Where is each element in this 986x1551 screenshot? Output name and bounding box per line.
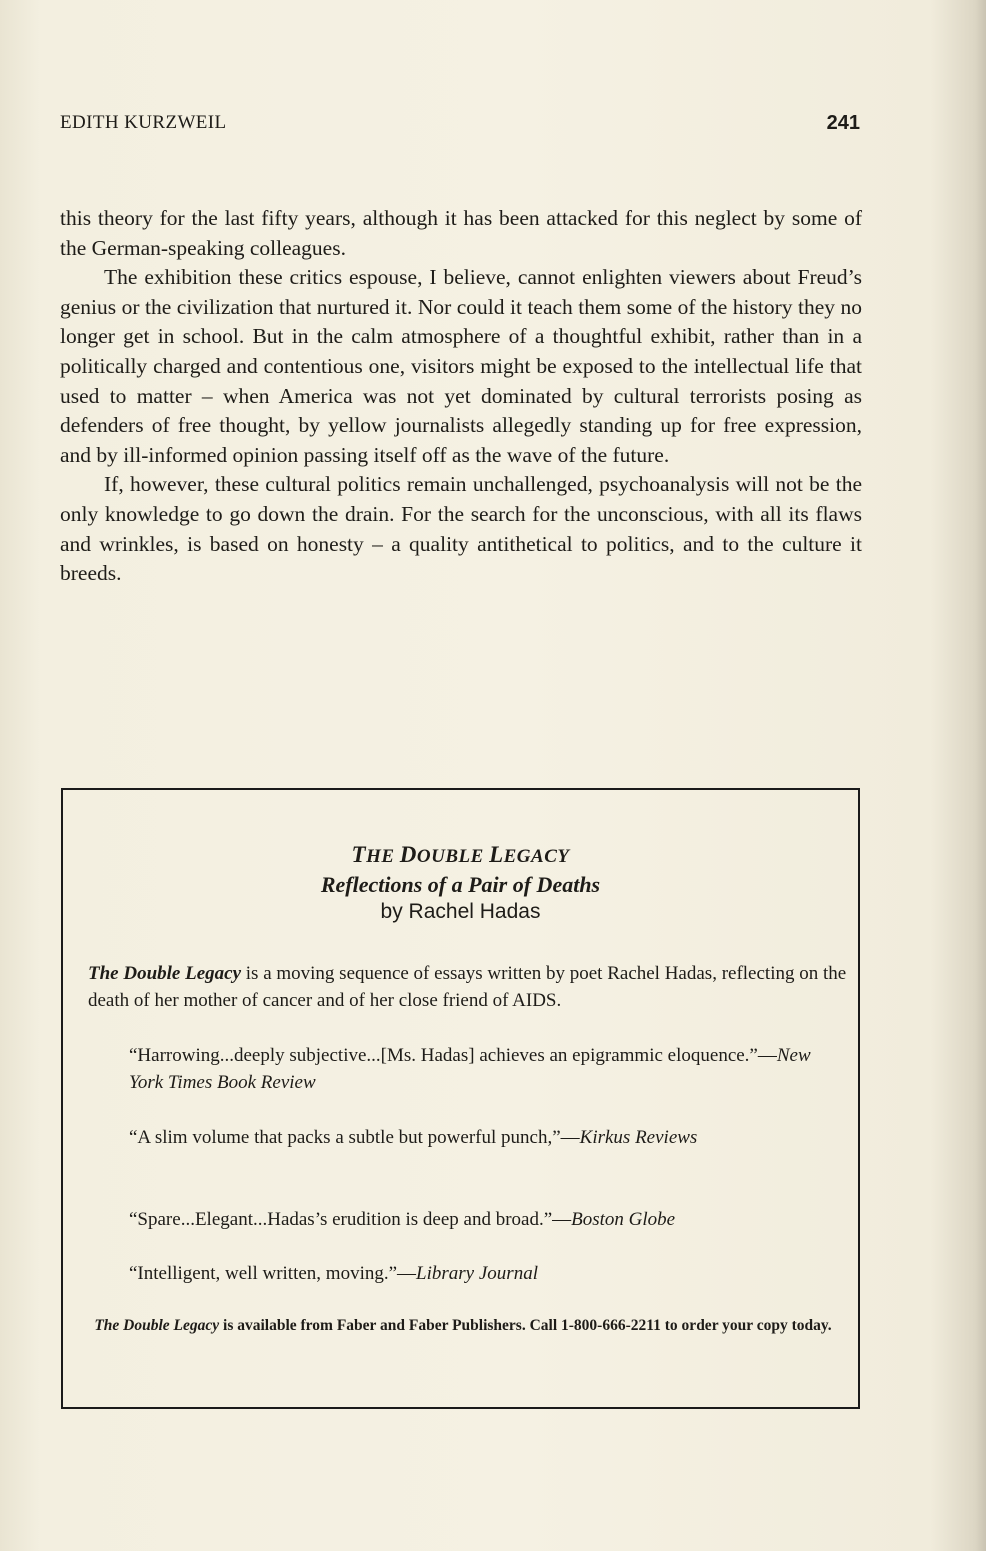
ad-order-info [83, 1314, 843, 1338]
ad-description [88, 960, 848, 1014]
review-quote [129, 1206, 829, 1233]
ad-subtitle: Reflections of a Pair of Deaths [320, 872, 601, 897]
paragraph-2: The exhibition these critics espouse, I believe, cannot enlighten viewers about Freud’s genius or the civilization that nurtured it. Nor could it teach them some of the history they no longer get in school. But in the calm atmosphere of a thoughtful exhibit, rather than in a politically charged and contentious one, visitors might be exposed to the intellectual life that used to matter – when America was not yet dominated by cultural terrorists posing as defenders of free thought, by yellow journalists allegedly standing up for free expression, and by ill-informed opinion passing itself off as the wave of the future. [60, 265, 862, 467]
review-quote [129, 1260, 829, 1287]
quote-source: Boston Globe [571, 1209, 676, 1230]
quote-text: “Harrowing...deeply subjective...[Ms. Hadas] achieves an epigrammic eloquence.”— [129, 1045, 777, 1066]
review-quote [129, 1124, 829, 1151]
quote-source: New York Times Book Review [129, 1045, 811, 1093]
ad-title-the: HE [366, 846, 400, 867]
quote-source: Kirkus Reviews [579, 1127, 698, 1148]
paragraph-3: If, however, these cultural politics remain unchallenged, psychoanalysis will not be the only knowledge to go down the drain. For the search for the unconscious, with all its flaws and wrinkles, is based on honesty – a quality antithetical to politics, and to the culture it breeds. [60, 472, 862, 586]
page-number: 241 [826, 112, 860, 134]
ad-footer-text: is available from Faber and Faber Publishers. Call 1-800-666-2211 to order your copy today. [219, 1317, 832, 1334]
review-quote [129, 1042, 829, 1096]
essay-body [60, 204, 862, 589]
ad-title-cap-t: T [351, 842, 367, 867]
quote-text: “Spare...Elegant...Hadas’s erudition is deep and broad.”— [129, 1209, 572, 1230]
book-advertisement [61, 788, 860, 1409]
quote-source: Library Journal [416, 1263, 538, 1284]
paragraph-1: this theory for the last fifty years, although it has been attacked for this neglect by some of the German-speaking colleagues. [60, 206, 862, 260]
quote-text: “A slim volume that packs a subtle but powerful punch,”— [129, 1127, 580, 1148]
ad-title-legacy: EGACY [503, 846, 570, 867]
ad-title-double: OUBLE [416, 846, 490, 867]
ad-title [63, 842, 858, 868]
ad-description-title: The Double Legacy [88, 963, 242, 984]
ad-description-text: is a moving sequence of essays written by poet Rachel Hadas, reflecting on the death of her mother of cancer and of her close friend of AIDS. [88, 963, 847, 1011]
ad-title-cap-l: L [489, 842, 504, 867]
ad-footer-title: The Double Legacy [94, 1317, 220, 1334]
running-head [60, 112, 860, 142]
quote-text: “Intelligent, well written, moving.”— [129, 1263, 417, 1284]
ad-byline: by Rachel Hadas [380, 900, 541, 923]
ad-title-cap-d: D [399, 842, 417, 867]
running-head-author: EDITH KURZWEIL [60, 112, 227, 133]
